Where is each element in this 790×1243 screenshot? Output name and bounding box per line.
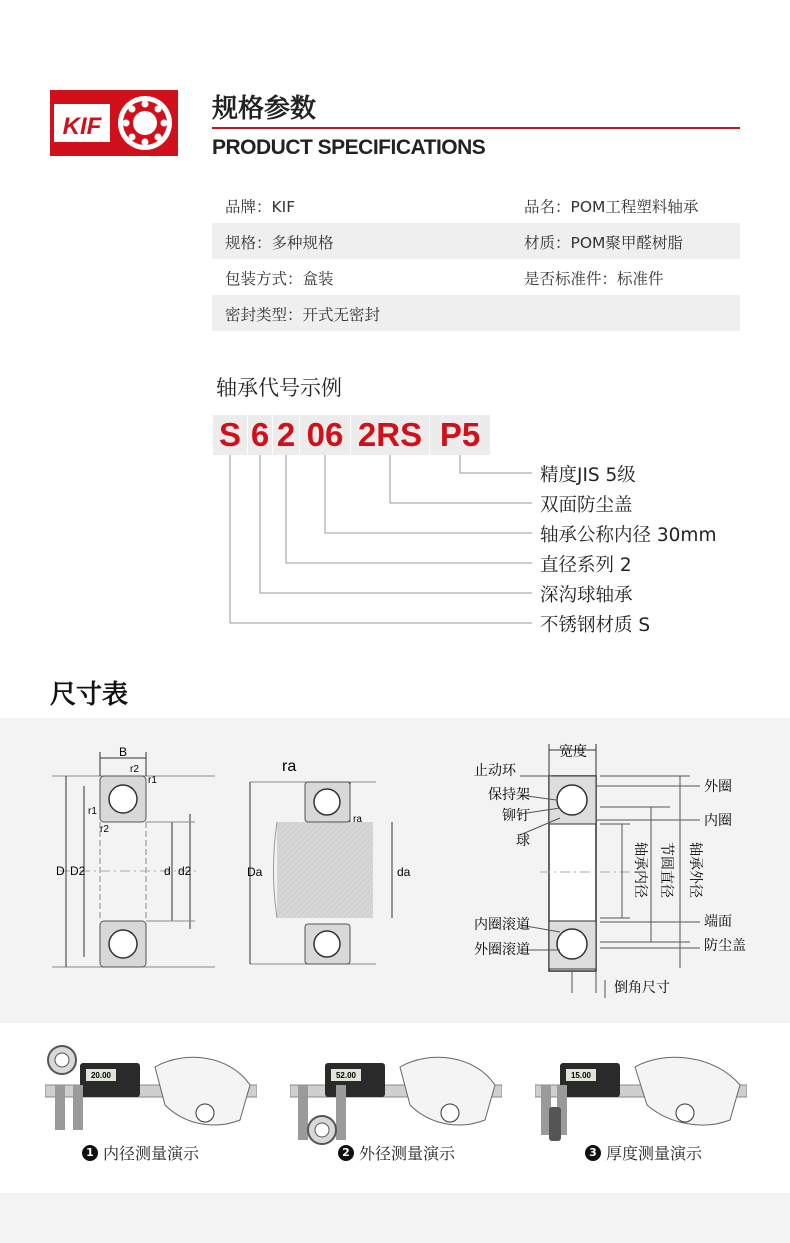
spec-product-name: 品名：POM工程塑料轴承 [524,198,699,216]
dim-D: D [56,864,65,878]
code-segment-precision: P5 [430,415,490,455]
spec-standard: 是否标准件：标准件 [524,270,664,288]
caliper-thickness-image [535,1045,747,1153]
label-outer-diameter: 轴承外径 [687,842,703,898]
spec-seal-type: 密封类型：开式无密封 [225,306,381,324]
code-segment-bore: 06 [300,415,350,455]
demo-caption-3 [585,1141,702,1164]
dim-B: B [118,745,128,759]
legend-series: 直径系列 2 [540,555,632,576]
label-inner-ring: 内圈 [704,813,732,829]
demo-caption-text-2: 外径测量演示 [359,1144,456,1163]
legend-precision: 精度JIS 5级 [540,465,636,486]
demo-number-1: 1 [82,1145,98,1161]
title-cn: 规格参数 [212,94,317,124]
dim-D2: D2 [70,864,86,878]
size-table-title: 尺寸表 [50,680,129,710]
label-width: 宽度 [559,744,587,760]
dim-Da: Da [247,865,263,879]
caliper-reading-3: 15.00 [570,1071,592,1080]
caliper-reading-2: 52.00 [335,1071,357,1080]
demo-caption-text-3: 厚度测量演示 [606,1144,703,1163]
spec-brand: 品牌：KIF [225,198,296,216]
label-shield: 防尘盖 [704,938,746,954]
label-bore: 轴承内径 [632,842,648,898]
label-outer-ring: 外圈 [704,779,732,795]
measurement-demos [0,1023,790,1193]
legend-seal: 双面防尘盖 [540,495,633,516]
dim-d: d [164,864,171,878]
dim-d2: d2 [178,864,192,878]
code-example-title: 轴承代号示例 [216,376,342,400]
dim-da: da [397,865,411,879]
label-face: 端面 [704,914,732,930]
dimension-diagrams [0,718,790,1023]
spec-packaging: 包装方式：盒装 [225,270,334,288]
label-chamfer: 倒角尺寸 [614,980,670,996]
legend-bore: 轴承公称内径 30mm [540,525,717,546]
dim-ra-top: ra [282,758,297,775]
legend-material: 不锈钢材质 S [540,615,651,636]
caliper-outer-diameter-image [290,1045,502,1153]
legend-type: 深沟球轴承 [540,585,633,606]
dim-r1-top: r1 [148,775,157,786]
bearing-parts-diagram [474,743,746,998]
logo-text: KIF [62,113,102,140]
footer-band [0,1193,790,1243]
label-cage: 保持架 [488,787,530,803]
code-segment-material: S [213,415,247,455]
demo-number-2: 2 [338,1145,354,1161]
dim-ra-inner: ra [353,814,362,825]
caliper-reading-1: 20.00 [90,1071,112,1080]
dim-r1-left: r1 [88,806,97,817]
label-rivet: 铆钉 [502,808,530,824]
code-segment-type: 6 [248,415,272,455]
dim-r2-top: r2 [130,764,139,775]
demo-caption-text-1: 内径测量演示 [103,1144,200,1163]
demo-number-3: 3 [585,1145,601,1161]
shaft-housing-diagram [247,758,411,964]
code-segment-series: 2 [273,415,299,455]
demo-caption-2 [338,1141,455,1164]
title-en: PRODUCT SPECIFICATIONS [212,136,486,159]
bearing-section-diagram [52,745,215,967]
label-inner-race: 内圈滚道 [474,917,530,933]
label-ball: 球 [516,833,530,849]
label-pitch-diameter: 节圆直径 [658,842,674,898]
label-stop-ring: 止动环 [474,763,516,779]
label-outer-race: 外圈滚道 [474,942,530,958]
dim-r2-left: r2 [100,824,109,835]
spec-material: 材质：POM聚甲醛树脂 [524,234,683,252]
code-segment-seal: 2RS [351,415,429,455]
demo-caption-1 [82,1141,199,1164]
caliper-inner-diameter-image [45,1045,257,1153]
spec-size: 规格：多种规格 [225,234,334,252]
